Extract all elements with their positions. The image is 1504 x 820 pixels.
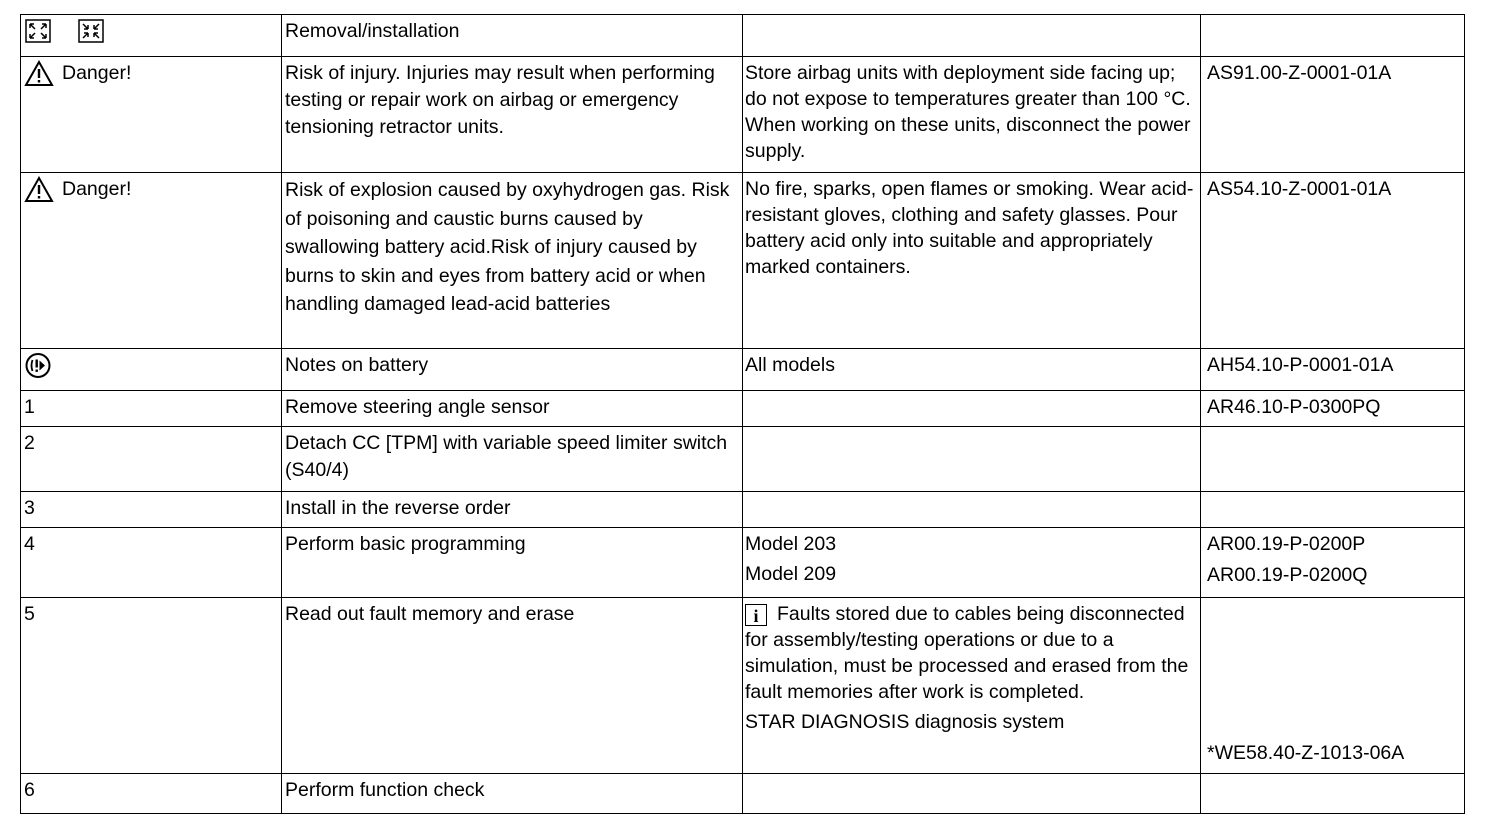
table-row [21, 15, 1465, 57]
step-number: 1 [21, 391, 282, 427]
warning-triangle-icon [24, 60, 54, 95]
diagnosis-system-label: STAR DIAGNOSIS diagnosis system [745, 711, 1065, 733]
danger-label: Danger! [62, 178, 132, 200]
danger-cell [21, 57, 282, 173]
table-row [21, 774, 1465, 814]
step-description: Detach CC [TPM] with variable speed limiter switch (S40/4) [282, 427, 743, 492]
table-row [21, 391, 1465, 427]
step-number: 3 [21, 492, 282, 528]
procedure-table [20, 14, 1465, 814]
note-cell [21, 349, 282, 391]
reference-code [1201, 492, 1465, 528]
table-row [21, 598, 1465, 774]
step-description: Perform basic programming [282, 528, 743, 598]
reference-link[interactable]: AR46.10-P-0300PQ [1201, 391, 1465, 427]
table-row [21, 427, 1465, 492]
remark-cell [743, 15, 1201, 57]
step-number: 4 [21, 528, 282, 598]
remark-cell [743, 528, 1201, 598]
step-description: Notes on battery [282, 349, 743, 391]
reference-link[interactable]: AS91.00-Z-0001-01A [1201, 57, 1465, 173]
reference-cell [1201, 528, 1465, 598]
reference-code [1201, 15, 1465, 57]
table-row [21, 528, 1465, 598]
danger-cell [21, 173, 282, 349]
note-circle-icon [24, 352, 52, 387]
expand-arrows-icon [24, 18, 52, 52]
info-note: Faults stored due to cables being disconnected for assembly/testing operations or due to a simulation, must be processed and erased from the fault memories after work is completed. [745, 603, 1189, 703]
collapse-arrows-icon [77, 18, 105, 52]
remark-cell: All models [743, 349, 1201, 391]
table-row [21, 492, 1465, 528]
model-label: Model 209 [745, 563, 837, 585]
step-description: Read out fault memory and erase [282, 598, 743, 774]
reference-code [1201, 774, 1465, 814]
table-row [21, 173, 1465, 349]
remark-cell [743, 774, 1201, 814]
remark-cell [743, 598, 1201, 774]
danger-label: Danger! [62, 62, 132, 84]
reference-link[interactable]: *WE58.40-Z-1013-06A [1201, 598, 1465, 774]
remark-cell: No fire, sparks, open flames or smoking. Wear acid-resistant gloves, clothing and safety glasses. Pour battery acid only into suitable and appropriately marked containers. [743, 173, 1201, 349]
step-number: 6 [21, 774, 282, 814]
table-row [21, 349, 1465, 391]
step-description: Risk of injury. Injuries may result when performing testing or repair work on airbag or emergency tensioning retractor units. [282, 57, 743, 173]
step-number: 5 [21, 598, 282, 774]
reference-link[interactable]: AR00.19-P-0200P [1207, 533, 1366, 555]
step-description: Perform function check [282, 774, 743, 814]
reference-link[interactable]: AH54.10-P-0001-01A [1201, 349, 1465, 391]
reference-link[interactable]: AS54.10-Z-0001-01A [1201, 173, 1465, 349]
warning-triangle-icon [24, 176, 54, 211]
remark-cell [743, 492, 1201, 528]
info-icon: i [745, 604, 767, 626]
step-number: 2 [21, 427, 282, 492]
step-description: Risk of explosion caused by oxyhydrogen gas. Risk of poisoning and caustic burns caused by swallowing battery acid.Risk of injury caused by burns to skin and eyes from battery acid or when handling damaged lead-acid batteries [282, 173, 743, 349]
remark-cell [743, 427, 1201, 492]
model-label: Model 203 [745, 533, 837, 555]
remark-cell: Store airbag units with deployment side facing up; do not expose to temperatures greater than 100 °C. When working on these units, disconnect the power supply. [743, 57, 1201, 173]
reference-link[interactable]: AR00.19-P-0200Q [1207, 564, 1368, 586]
reference-code [1201, 427, 1465, 492]
step-description: Removal/installation [282, 15, 743, 57]
step-description: Remove steering angle sensor [282, 391, 743, 427]
remark-cell [743, 391, 1201, 427]
table-row [21, 57, 1465, 173]
icon-cell [21, 15, 282, 57]
step-description: Install in the reverse order [282, 492, 743, 528]
